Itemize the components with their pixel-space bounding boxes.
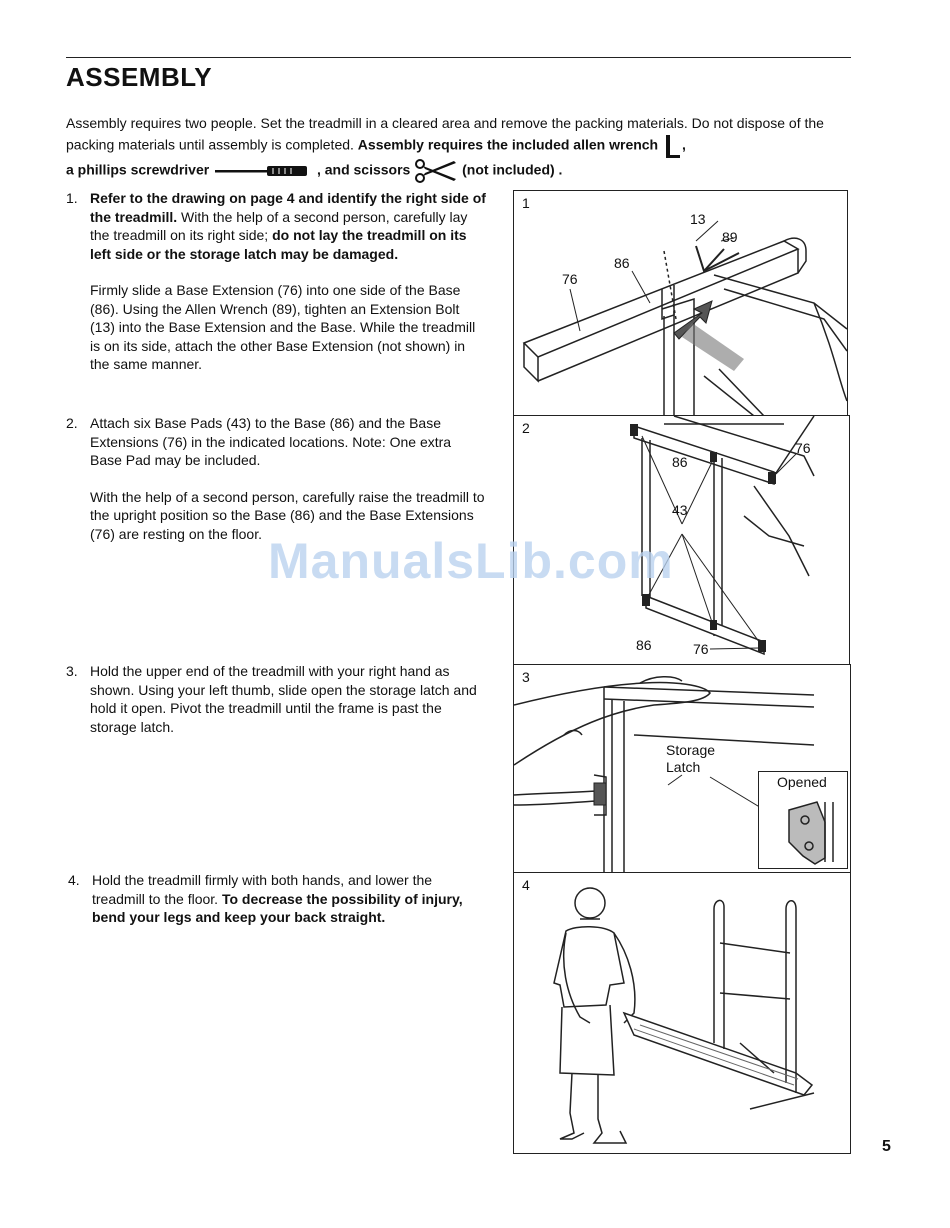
figure-1 — [513, 190, 848, 417]
step-2 — [66, 414, 486, 543]
step-3-text: Hold the upper end of the treadmill with your right hand as shown. Using your left thumb, slide open the storage latch and hold it open. Pivot the treadmill until the frame is past the storage latch. — [90, 663, 477, 735]
page-number: 5 — [882, 1138, 891, 1155]
intro-bold-phillips: a phillips screwdriver — [66, 161, 210, 178]
step-number: 1. — [66, 190, 78, 206]
figure-1-label: 1 — [522, 195, 530, 211]
callout-86-bottom: 86 — [636, 637, 652, 653]
figure-4-drawing — [514, 873, 850, 1153]
callout-86-top: 86 — [672, 454, 688, 470]
callout-43: 43 — [672, 502, 688, 518]
callout-opened: Opened — [777, 774, 827, 790]
intro-bold-scissors: , and scissors — [316, 161, 411, 178]
opened-inset — [758, 771, 848, 869]
step-4 — [68, 871, 488, 927]
step-1-bold-b: do not lay the treadmill on its left side or the storage latch may be damaged. — [90, 227, 467, 262]
intro-text: Assembly requires two people. Set the treadmill in a cleared area and remove the packing materials. Do not dispose of the packing materials until assembly is completed. — [66, 115, 824, 153]
callout-86: 86 — [614, 255, 630, 271]
scissors-icon — [414, 159, 458, 183]
step-1-bold-a: Refer to the drawing on page 4 and identify the right side of the treadmill. — [90, 190, 486, 225]
step-number: 3. — [66, 663, 78, 679]
screwdriver-icon — [213, 164, 313, 178]
header-rule — [66, 57, 851, 58]
step-2-text: Attach six Base Pads (43) to the Base (86) and the Base Extensions (76) in the indicated locations. Note: One extra Base Pad may be included. — [90, 415, 452, 468]
figure-4-label: 4 — [522, 877, 530, 893]
callout-13: 13 — [690, 211, 706, 227]
figure-2 — [513, 415, 850, 666]
figure-1-drawing — [514, 191, 847, 416]
step-1-text-a: With the help of a second person, carefully lay the treadmill on its right side; — [90, 208, 468, 243]
intro-bold-not-included: (not included) . — [462, 161, 563, 178]
step-4-bold: To decrease the possibility of injury, bend your legs and keep your back straight. — [92, 890, 463, 925]
callout-76: 76 — [562, 271, 578, 287]
step-1-paragraph-2: Firmly slide a Base Extension (76) into one side of the Base (86). Using the Allen Wrench (89), tighten an Extension Bolt (13) into the Base Extension and the Base. While the treadmill is on its side, attach the other Base Extension (not shown) in the same manner. — [90, 282, 476, 372]
callout-76-bottom: 76 — [693, 641, 709, 657]
step-2-paragraph-2: With the help of a second person, carefully raise the treadmill to the upright position so the Base (86) and the Base Extensions (76) are resting on the floor. — [90, 488, 485, 542]
step-1-text — [90, 189, 486, 263]
intro-paragraph — [66, 114, 856, 183]
callout-76-top: 76 — [795, 440, 811, 456]
figure-3-label: 3 — [522, 669, 530, 685]
step-number: 4. — [68, 872, 80, 888]
intro-comma: , — [682, 136, 686, 153]
step-number: 2. — [66, 415, 78, 431]
figure-4 — [513, 872, 851, 1154]
callout-storage: Storage — [666, 742, 716, 758]
intro-bold-allen: Assembly requires the included allen wrench — [357, 136, 659, 153]
figure-2-label: 2 — [522, 420, 530, 436]
step-3 — [66, 662, 486, 736]
allen-wrench-icon — [662, 133, 682, 159]
opened-latch-drawing — [759, 772, 847, 868]
step-1 — [66, 189, 486, 374]
callout-89: 89 — [722, 229, 738, 245]
figure-3 — [513, 664, 851, 874]
callout-latch: Latch — [666, 759, 701, 775]
page-title: ASSEMBLY — [66, 62, 213, 92]
watermark: ManualsLib.com — [268, 533, 674, 589]
step-4-text-a: Hold the treadmill firmly with both hands, and lower the treadmill to the floor. — [92, 872, 433, 907]
step-4-text — [92, 871, 488, 927]
